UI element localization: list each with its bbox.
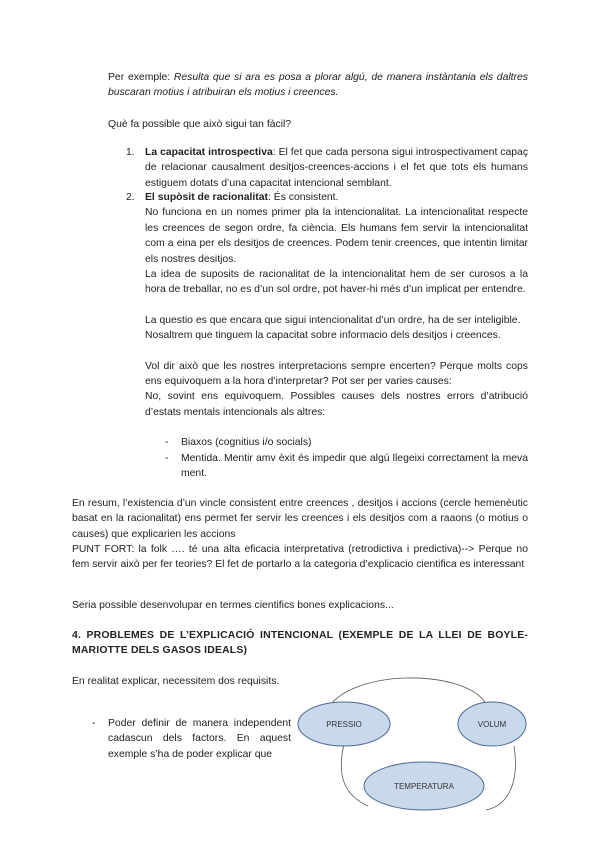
section-intro: En realitat explicar, necessitem dos requisits.: [72, 676, 280, 687]
sub-list-text: Biaxos (cognitius i/o socials): [181, 437, 312, 449]
question-line: Què fa possible que això sigui tan fàcil?: [108, 119, 292, 130]
example-italic-text: Resulta que si ara es posa a plorar algú, de manera instàntania els daltres buscaran motius i atribuiran els motius i creences.: [108, 72, 528, 99]
list-number: 1.: [126, 147, 135, 158]
section-bullet-text: Poder definir de manera independent cadascun dels factors. En aquest exemple s’ha de poder explicar que: [108, 718, 291, 760]
dash-bullet: -: [165, 437, 169, 449]
punt-fort-paragraph: PUNT FORT: la folk …. té una alta eficacia interpretativa (retrodictiva i predictiva)--> Perque no fem servir això per fer teories? El fet de portarlo a la categoria d’explicacio cientifica es interessant: [72, 544, 528, 571]
list-item-text: : És consistent.: [267, 192, 339, 203]
list-item-title: El supòsit de racionalitat: [145, 192, 268, 203]
node-pressio-label: PRESSIO: [326, 720, 362, 729]
dash-bullet: -: [92, 718, 96, 729]
sub-list-item: [165, 451, 528, 482]
list-item-text: : El fet que cada persona sigui introspectivament capaç de relacionar causalment desitjos-creences-accions i el fet que tots els humans estiguem dotats d’una capacitat intencional semblant.: [145, 147, 529, 189]
node-temperatura-label: TEMPERATURA: [394, 782, 454, 791]
sub-list-text: Mentida. Mentir amv èxit és impedir que algú llegeixi correctament la meva ment.: [181, 452, 528, 480]
connector-volum-temperatura: [486, 746, 515, 810]
summary-paragraph: En resum, l’existencia d’un vincle consistent entre creences , desitjos i accions (cercle hemenèutic basat en la racionalitat) ens permet fer servir les creences i els desitjos com a raaons (o motius o causes) que explicarien les accions: [72, 498, 528, 540]
section-bullet: [92, 716, 291, 762]
dash-bullet: -: [165, 452, 169, 464]
seria-paragraph: Seria possible desenvolupar en termes cientifics bones explicacions...: [72, 600, 394, 611]
list-item-1: [126, 145, 529, 191]
connector-pressio-temperatura: [341, 744, 368, 806]
node-volum-label: VOLUM: [477, 720, 507, 729]
list-item-paragraph: La idea de suposits de racionalitat de la intencionalitat hem de ser curosos a la hora de treballar, no es d’un sol ordre, pot haver-hi més d’un implicat per entendre.: [145, 269, 528, 296]
list-item-paragraph: La questio es que encara que sigui intencionalitat d’un ordre, ha de ser inteligible.: [145, 314, 521, 326]
list-item-paragraph: Vol dir això que les nostres interpretacions sempre encerten? Perque molts cops ens equivoquem a la hora d’interpretar? Pot ser per varies causes:: [145, 360, 528, 388]
list-item-paragraph: Nosaltrem que tinguem la capacitat sobre informacio dels desitjos i creences.: [145, 330, 501, 342]
sub-list: [145, 435, 528, 481]
list-item-2: [126, 190, 528, 482]
section-heading: 4. PROBLEMES DE L’EXPLICACIÓ INTENCIONAL (EXEMPLE DE LA LLEI DE BOYLE-MARIOTTE DELS GASOS IDEALS): [72, 630, 528, 657]
gas-law-diagram: [296, 668, 536, 840]
example-prefix: Per exemple:: [108, 72, 171, 83]
example-paragraph: [108, 70, 528, 101]
list-item-title: La capacitat introspectiva: [145, 147, 273, 158]
list-item-paragraph: No funciona en un nomes primer pla la intencionalitat. La intencionalitat respecte les creences de segon ordre, fa ciència. Els humans fem servir la intencionalitat com a eina per els desitjos de creences. Podem tenir creences, que intentin limitar els nostres desitjos.: [145, 207, 528, 265]
sub-list-item: [165, 435, 528, 450]
list-number: 2.: [126, 192, 135, 203]
list-item-paragraph: No, sovint ens equivoquem. Possibles causes dels nostres errors d’atribució d’estats mentals intencionals als altres:: [145, 391, 528, 418]
